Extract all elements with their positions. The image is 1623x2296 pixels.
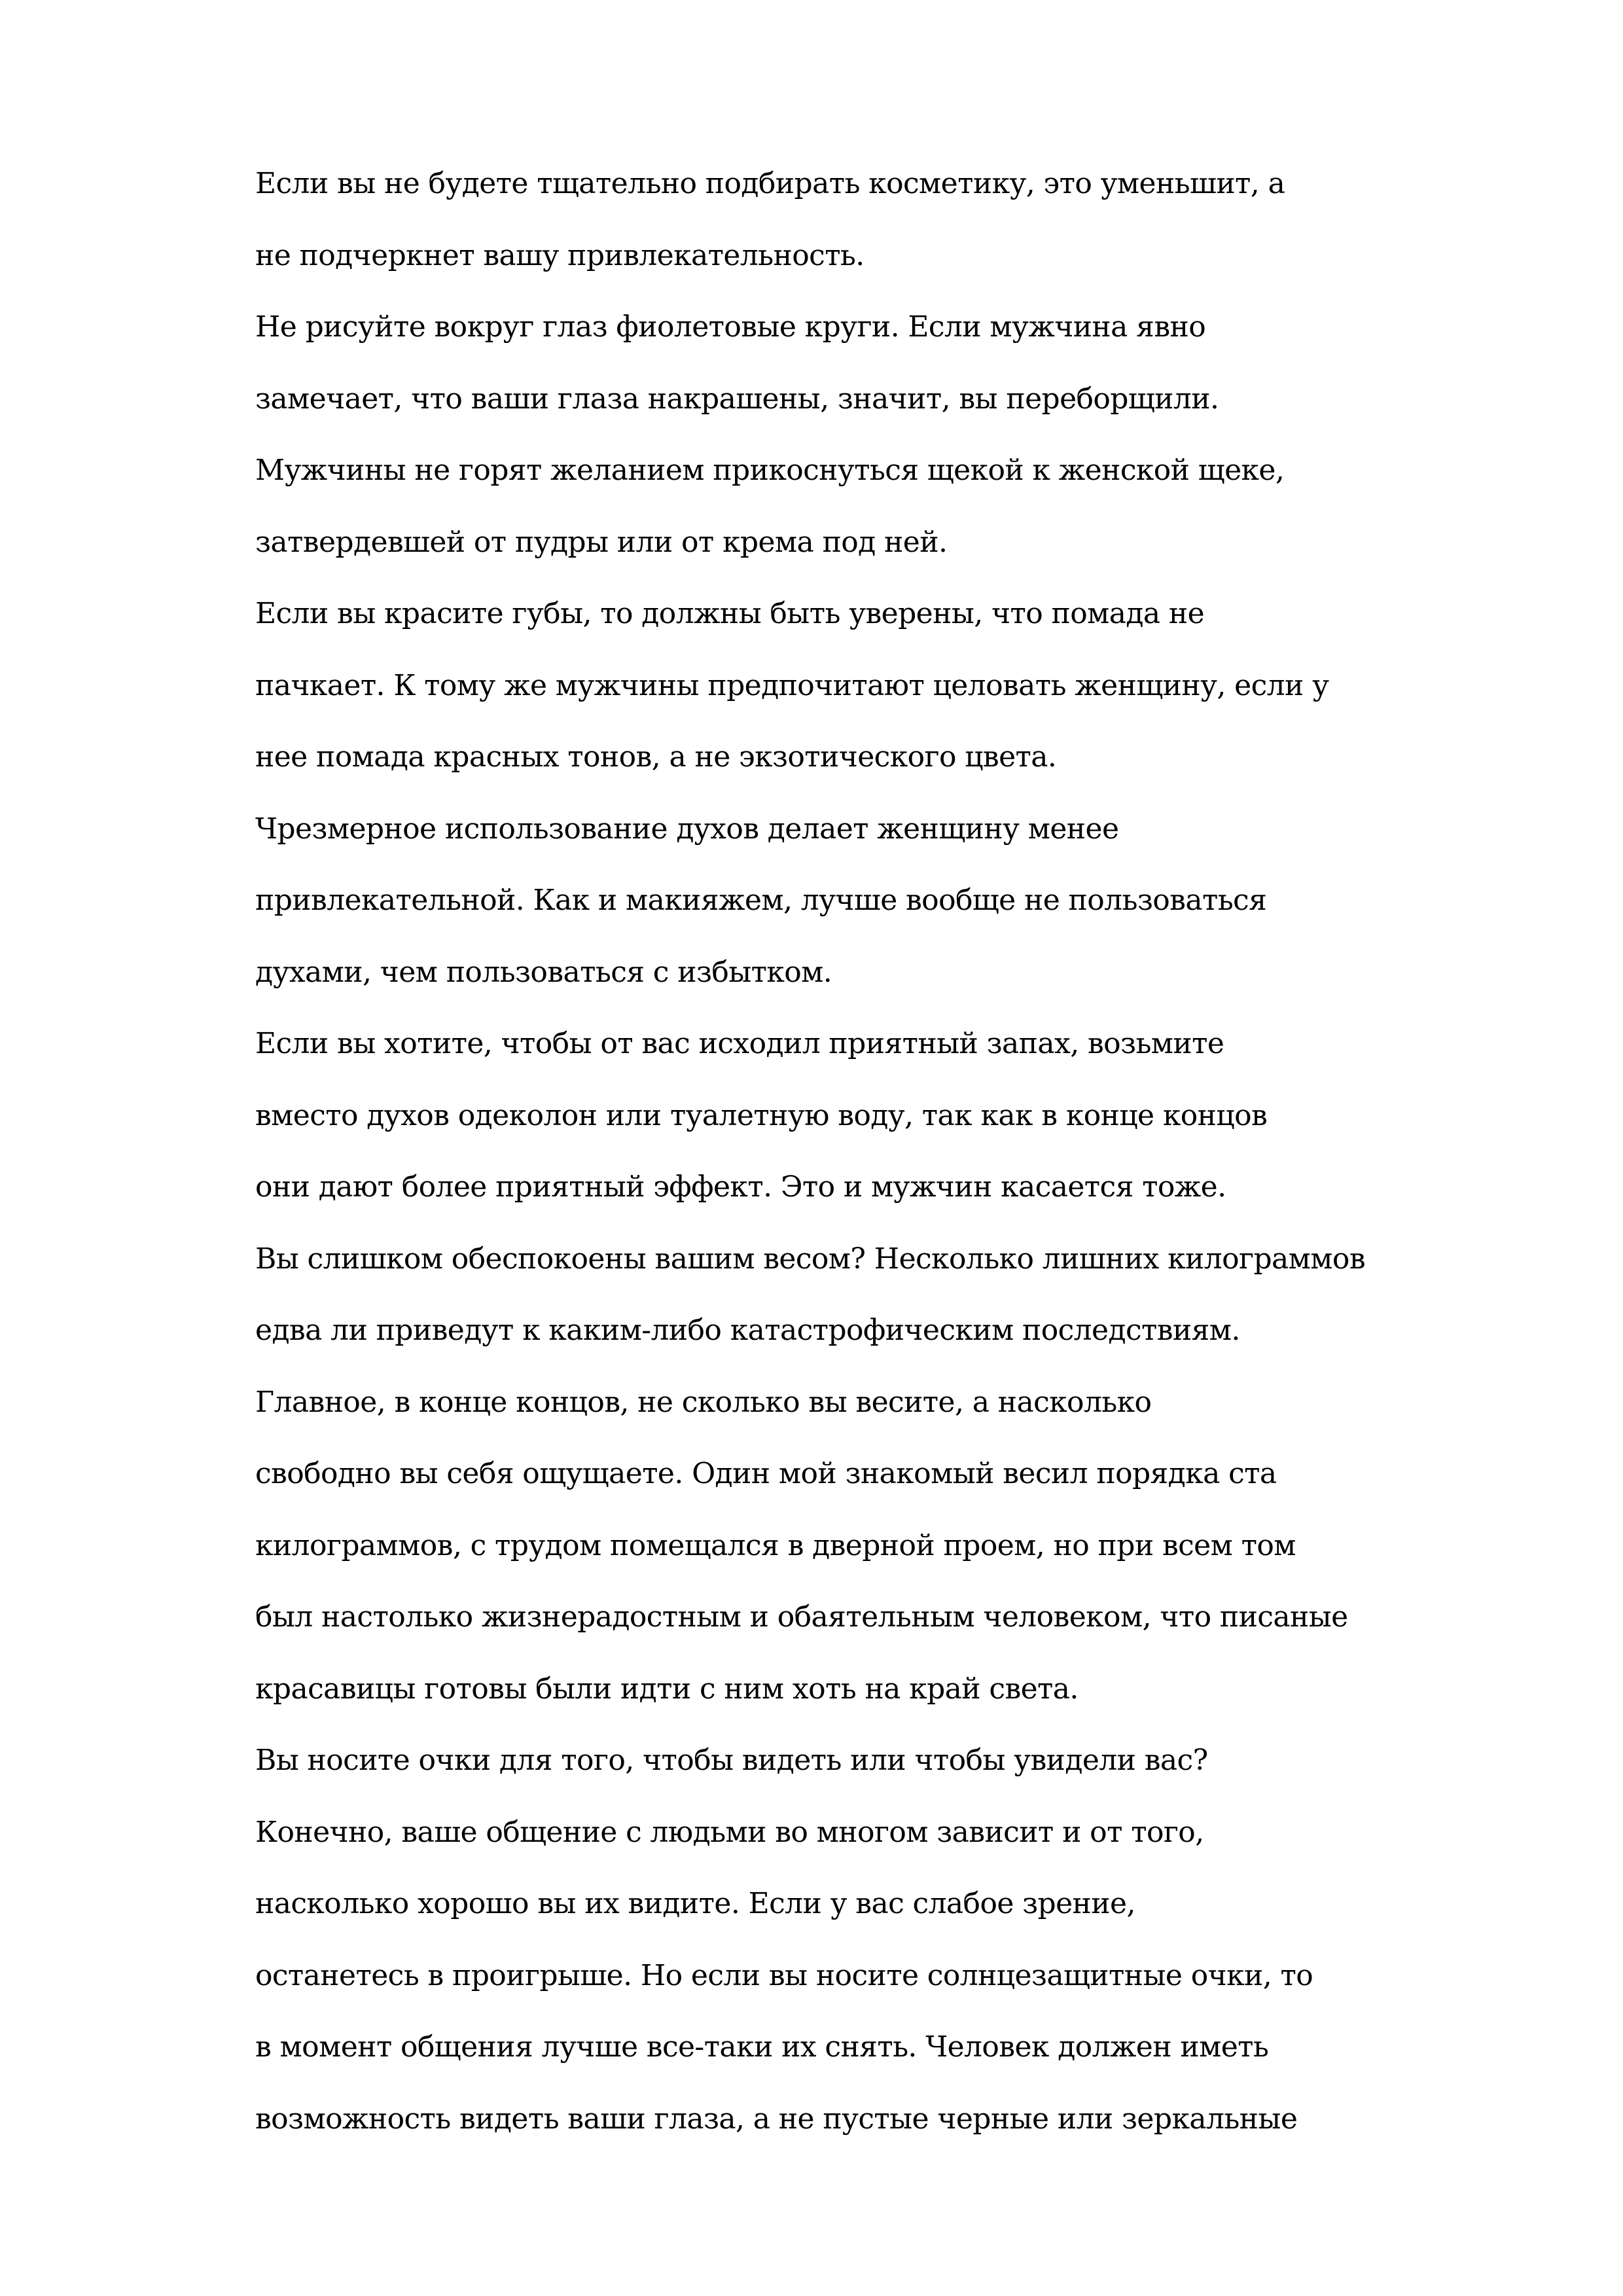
text-line: килограммов, с трудом помещался в дверной проем, но при всем том xyxy=(255,1528,1296,1562)
text-line: красавицы готовы были идти с ним хоть на край света. xyxy=(255,1672,1079,1706)
text-line: Если вы не будете тщательно подбирать косметику, это уменьшит, а xyxy=(255,167,1285,200)
text-line: не подчеркнет вашу привлекательность. xyxy=(255,238,865,272)
text-line: насколько хорошо вы их видите. Если у вас слабое зрение, xyxy=(255,1887,1135,1920)
body-text xyxy=(255,148,1420,2155)
text-line: Если вы хотите, чтобы от вас исходил приятный запах, возьмите xyxy=(255,1027,1224,1060)
text-line: замечает, что ваши глаза накрашены, значит, вы переборщили. xyxy=(255,382,1219,416)
text-line: Мужчины не горят желанием прикоснуться щекой к женской щеке, xyxy=(255,454,1285,487)
text-line: Конечно, ваше общение с людьми во многом зависит и от того, xyxy=(255,1815,1204,1849)
text-line: Главное, в конце концов, не сколько вы весите, а насколько xyxy=(255,1385,1152,1419)
text-line: останетесь в проигрыше. Но если вы носите солнцезащитные очки, то xyxy=(255,1958,1313,1992)
text-line: Если вы красите губы, то должны быть уверены, что помада не xyxy=(255,597,1205,630)
text-line: возможность видеть ваши глаза, а не пустые черные или зеркальные xyxy=(255,2102,1298,2136)
text-line: Чрезмерное использование духов делает женщину менее xyxy=(255,812,1119,846)
text-line: пачкает. К тому же мужчины предпочитают целовать женщину, если у xyxy=(255,668,1329,702)
text-line: свободно вы себя ощущаете. Один мой знакомый весил порядка ста xyxy=(255,1457,1277,1490)
text-line: духами, чем пользоваться с избытком. xyxy=(255,955,832,989)
text-line: они дают более приятный эффект. Это и мужчин касается тоже. xyxy=(255,1170,1226,1204)
text-line: Вы носите очки для того, чтобы видеть или чтобы увидели вас? xyxy=(255,1744,1208,1777)
text-line: Вы слишком обеспокоены вашим весом? Несколько лишних килограммов xyxy=(255,1242,1365,1276)
text-line: был настолько жизнерадостным и обаятельным человеком, что писаные xyxy=(255,1600,1348,1634)
text-line: затвердевшей от пудры или от крема под ней. xyxy=(255,525,948,559)
text-line: Не рисуйте вокруг глаз фиолетовые круги. Если мужчина явно xyxy=(255,310,1206,344)
text-line: нее помада красных тонов, а не экзотического цвета. xyxy=(255,740,1057,774)
text-line: едва ли приведут к каким-либо катастрофическим последствиям. xyxy=(255,1314,1240,1347)
text-line: привлекательной. Как и макияжем, лучше вообще не пользоваться xyxy=(255,884,1267,917)
text-line: в момент общения лучше все-таки их снять. Человек должен иметь xyxy=(255,2030,1269,2064)
text-line: вместо духов одеколон или туалетную воду, так как в конце концов xyxy=(255,1098,1268,1132)
